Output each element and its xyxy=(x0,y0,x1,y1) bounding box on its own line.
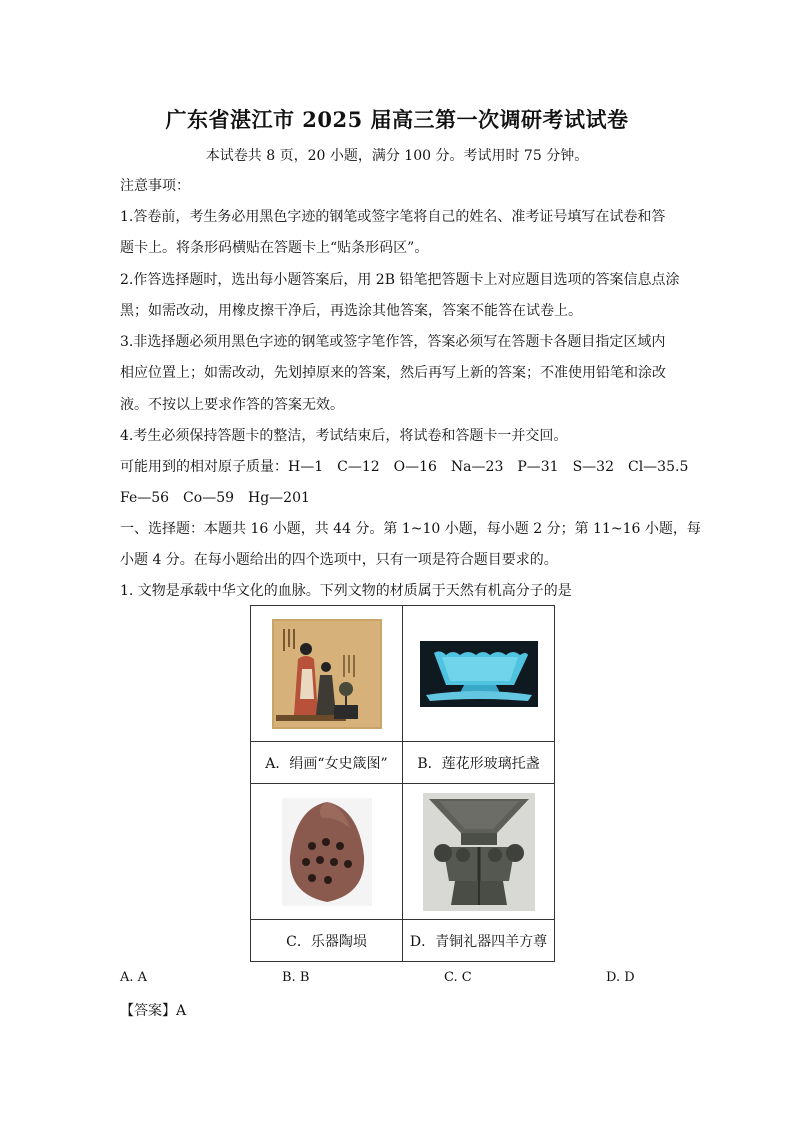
choice-b[interactable]: B. B xyxy=(282,970,310,985)
atomic-mass-line: Fe—56 Co—59 Hg—201 xyxy=(120,490,310,506)
notice-line: 液。不按以上要求作答的答案无效。 xyxy=(120,397,344,413)
glass-cup-image xyxy=(420,641,538,707)
silk-painting-image xyxy=(272,619,382,729)
option-c-image-cell xyxy=(251,784,403,920)
section-heading: 小题 4 分。在每小题给出的四个选项中，只有一项是符合题目要求的。 xyxy=(120,552,558,568)
option-b-image-cell xyxy=(403,606,555,742)
notice-line: 题卡上。将条形码横贴在答题卡上“贴条形码区”。 xyxy=(120,240,429,256)
options-table xyxy=(250,605,555,962)
option-b-label: B．莲花形玻璃托盏 xyxy=(403,742,555,784)
answer-text: 【答案】A xyxy=(120,1003,187,1019)
option-a-label: A．绢画“女史箴图” xyxy=(251,742,403,784)
option-a-image-cell xyxy=(251,606,403,742)
notice-line: 相应位置上；如需改动，先划掉原来的答案，然后再写上新的答案；不准使用铅笔和涂改 xyxy=(120,365,666,381)
notice-line: 2.作答选择题时，选出每小题答案后，用 2B 铅笔把答题卡上对应题目选项的答案信息点涂 xyxy=(120,272,680,288)
bronze-zun-image xyxy=(423,793,535,911)
page-subtitle: 本试卷共 8 页，20 小题，满分 100 分。考试用时 75 分钟。 xyxy=(205,148,589,164)
choice-d[interactable]: D. D xyxy=(606,970,635,985)
page-title: 广东省湛江市 2025 届高三第一次调研考试试卷 xyxy=(165,107,629,132)
question-stem: 1. 文物是承载中华文化的血脉。下列文物的材质属于天然有机高分子的是 xyxy=(120,583,572,599)
notice-heading: 注意事项： xyxy=(120,178,190,194)
choice-c[interactable]: C. C xyxy=(444,970,472,985)
pottery-xun-image xyxy=(282,798,372,906)
notice-line: 4.考生必须保持答题卡的整洁，考试结束后，将试卷和答题卡一并交回。 xyxy=(120,428,568,444)
option-c-label: C．乐器陶埙 xyxy=(251,920,403,962)
choice-a[interactable]: A. A xyxy=(120,970,148,985)
atomic-mass-line: 可能用到的相对原子质量：H—1 C—12 O—16 Na—23 P—31 S—32 Cl—35.5 xyxy=(120,459,689,475)
notice-line: 1.答卷前，考生务必用黑色字迹的钢笔或签字笔将自己的姓名、准考证号填写在试卷和答 xyxy=(120,209,666,225)
notice-line: 黑；如需改动，用橡皮擦干净后，再选涂其他答案，答案不能答在试卷上。 xyxy=(120,303,582,319)
option-d-label: D．青铜礼器四羊方尊 xyxy=(403,920,555,962)
section-heading: 一、选择题：本题共 16 小题，共 44 分。第 1~10 小题，每小题 2 分；第 11~16 小题，每 xyxy=(120,521,701,537)
option-d-image-cell xyxy=(403,784,555,920)
notice-line: 3.非选择题必须用黑色字迹的钢笔或签字笔作答，答案必须写在答题卡各题目指定区域内 xyxy=(120,334,666,350)
